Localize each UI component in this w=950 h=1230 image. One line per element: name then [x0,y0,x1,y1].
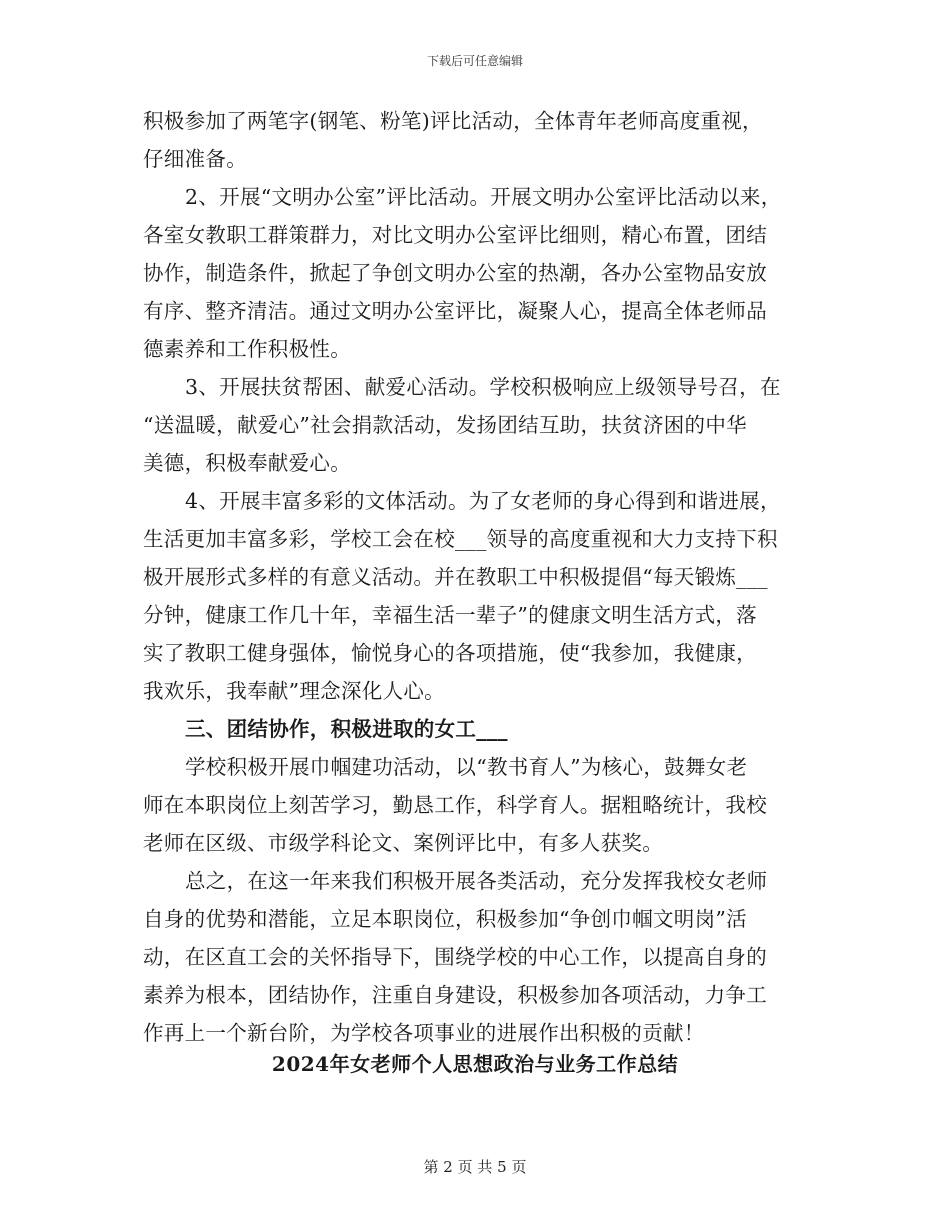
body-text-line: 分钟，健康工作几十年，幸福生活一辈子”的健康文明生活方式，落 [143,603,757,627]
body-text-line: 仔细准备。 [143,147,247,171]
body-text-line: 美德，积极奉献爱心。 [143,451,351,475]
document-body [143,102,823,1052]
body-text-line: 积极参加了两笔字(钢笔、粉笔)评比活动，全体青年老师高度重视， [143,109,763,133]
body-text-line: 动，在区直工会的关怀指导下，围绕学校的中心工作，以提高自身的 [143,945,767,969]
body-text-line: “送温暖，献爱心”社会捐款活动，发扬团结互助，扶贫济困的中华 [143,413,747,437]
page-header-note: 下载后可任意编辑 [426,54,523,68]
body-text-line: 4、开展丰富多彩的文体活动。为了女老师的身心得到和谐进展， [185,489,781,513]
body-text-line: 实了教职工健身强体，愉悦身心的各项措施，使“我参加，我健康， [143,641,757,665]
body-text-line: 协作，制造条件，掀起了争创文明办公室的热潮，各办公室物品安放 [143,261,767,285]
body-text-line: 各室女教职工群策群力，对比文明办公室评比细则，精心布置，团结 [143,223,767,247]
body-text-line: 极开展形式多样的有意义活动。并在教职工中积极提倡“每天锻炼___ [143,565,768,589]
body-text-line: 作再上一个新台阶，为学校各项事业的进展作出积极的贡献！ [143,1021,705,1045]
body-text-line: 3、开展扶贫帮困、献爱心活动。学校积极响应上级领导号召，在 [185,375,781,399]
next-section-title: 2024年女老师个人思想政治与业务工作总结 [271,1052,679,1076]
body-text-line: 老师在区级、市级学科论文、案例评比中，有多人获奖。 [143,831,663,855]
body-text-line: 有序、整齐清洁。通过文明办公室评比，凝聚人心，提高全体老师品 [143,299,767,323]
body-text-line: 2、开展“文明办公室”评比活动。开展文明办公室评比活动以来， [185,185,782,209]
body-text-line: 德素养和工作积极性。 [143,337,351,361]
body-text-line: 我欢乐，我奉献”理念深化人心。 [143,679,445,703]
page-number: 第 2 页 共 5 页 [423,1158,527,1176]
body-text-line: 自身的优势和潜能，立足本职岗位，积极参加“争创巾帼文明岗”活 [143,907,747,931]
body-text-line: 素养为根本，团结协作，注重自身建设，积极参加各项活动，力争工 [143,983,767,1007]
body-text-line: 总之，在这一年来我们积极开展各类活动，充分发挥我校女老师 [185,869,768,893]
body-text-line: 学校积极开展巾帼建功活动，以“教书育人”为核心，鼓舞女老 [185,755,748,779]
section-heading: 三、团结协作，积极进取的女工___ [185,717,508,741]
body-text-line: 生活更加丰富多彩，学校工会在校___领导的高度重视和大力支持下积 [143,527,778,551]
body-text-line: 师在本职岗位上刻苦学习，勤恳工作，科学育人。据粗略统计，我校 [143,793,767,817]
